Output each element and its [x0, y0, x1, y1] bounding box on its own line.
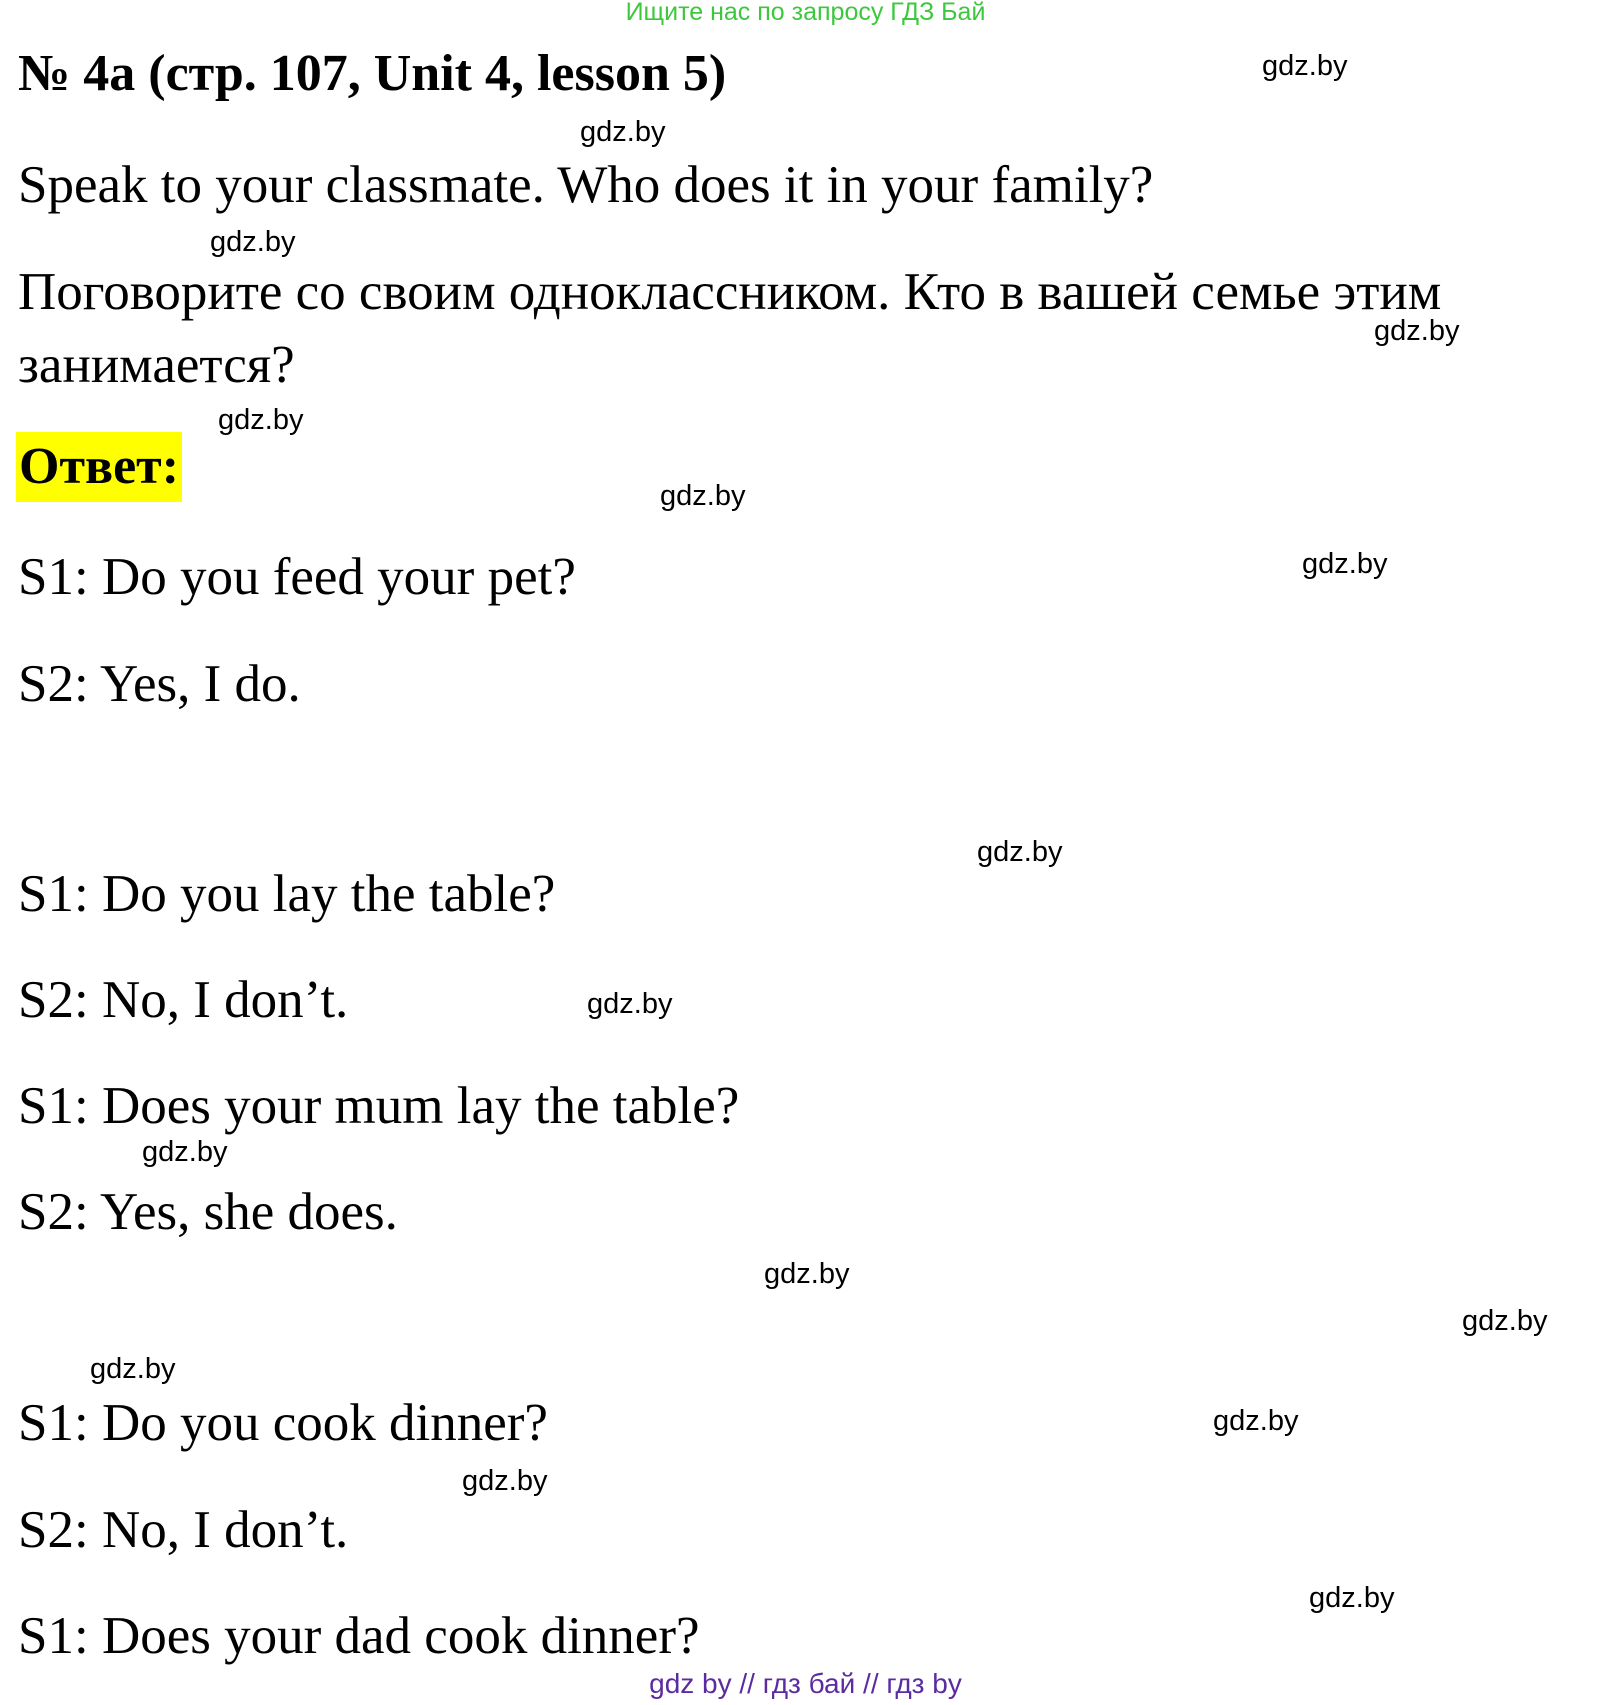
- dialogue-line: S2: Yes, she does.: [18, 1183, 398, 1241]
- footer-links: gdz by // гдз бай // гдз by: [649, 1668, 962, 1699]
- watermark: gdz.by: [1262, 50, 1348, 82]
- dialogue-line: S1: Does your mum lay the table?: [18, 1077, 740, 1135]
- watermark: gdz.by: [977, 836, 1063, 868]
- watermark: gdz.by: [218, 404, 304, 436]
- watermark: gdz.by: [1309, 1582, 1395, 1614]
- watermark: gdz.by: [580, 116, 666, 148]
- watermark: gdz.by: [1462, 1305, 1548, 1337]
- exercise-title: № 4а (стр. 107, Unit 4, lesson 5): [18, 45, 727, 102]
- top-banner: Ищите нас по запросу ГДЗ Бай: [625, 0, 986, 26]
- dialogue-line: S1: Does your dad cook dinner?: [18, 1607, 700, 1665]
- watermark: gdz.by: [764, 1258, 850, 1290]
- watermark: gdz.by: [1213, 1405, 1299, 1437]
- dialogue-line: S2: No, I don’t.: [18, 971, 349, 1029]
- dialogue-line: S1: Do you feed your pet?: [18, 548, 576, 606]
- watermark: gdz.by: [90, 1353, 176, 1385]
- dialogue-line: S1: Do you lay the table?: [18, 865, 556, 923]
- watermark: gdz.by: [1374, 315, 1460, 347]
- watermark: gdz.by: [462, 1465, 548, 1497]
- answer-label: Ответ:: [16, 432, 182, 502]
- watermark: gdz.by: [1302, 548, 1388, 580]
- dialogue-line: S2: Yes, I do.: [18, 655, 301, 713]
- task-russian-line-1: Поговорите со своим одноклассником. Кто в вашей семье этим: [18, 263, 1442, 321]
- task-english: Speak to your classmate. Who does it in your family?: [18, 156, 1154, 214]
- dialogue-line: S2: No, I don’t.: [18, 1501, 349, 1559]
- watermark: gdz.by: [210, 226, 296, 258]
- task-russian-line-2: занимается?: [18, 336, 295, 394]
- watermark: gdz.by: [142, 1136, 228, 1168]
- watermark: gdz.by: [587, 988, 673, 1020]
- watermark: gdz.by: [660, 480, 746, 512]
- dialogue-line: S1: Do you cook dinner?: [18, 1394, 548, 1452]
